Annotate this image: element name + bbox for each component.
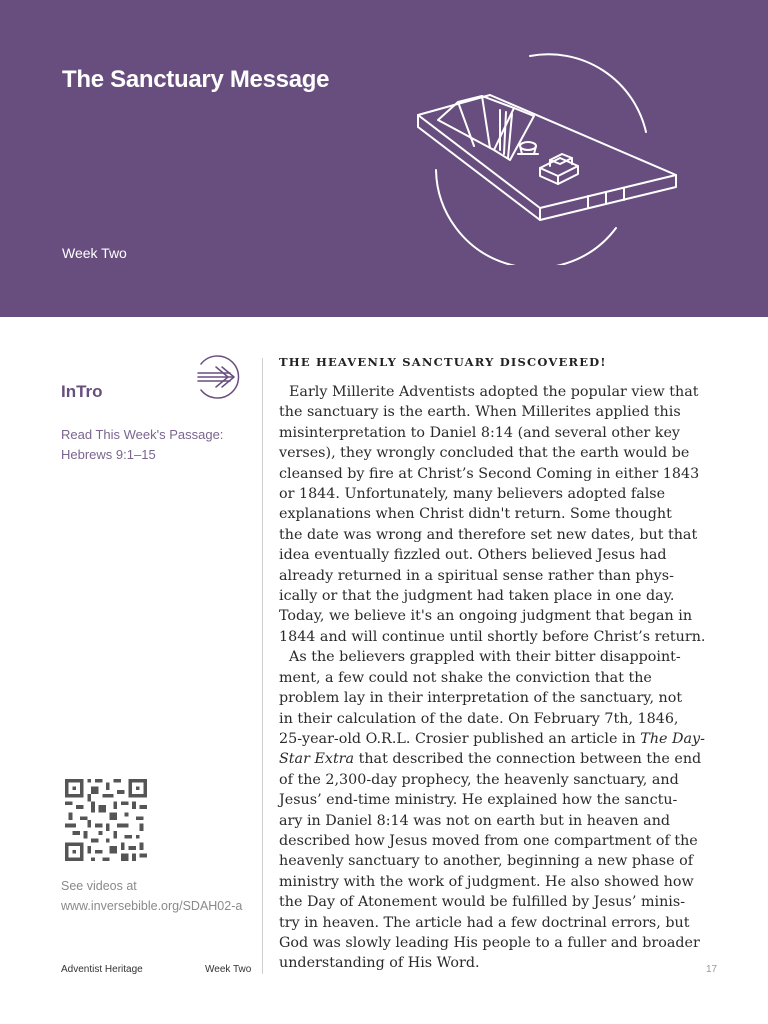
article-body xyxy=(279,382,706,974)
videos-url-link[interactable]: www.inversebible.org/SDAH02-a xyxy=(61,899,243,913)
article-heading: THE HEAVENLY SANCTUARY DISCOVERED! xyxy=(279,355,607,369)
passage-label: Read This Week's Passage: xyxy=(61,427,224,442)
article-line: of the 2,300-day prophecy, the heavenly sanctuary, and xyxy=(279,771,679,788)
section-label: InTro xyxy=(61,382,103,401)
publication-title: The Day- xyxy=(640,730,705,747)
article-line: the sanctuary is the earth. When Millerites applied this xyxy=(279,404,681,421)
article-line: 1844 and will continue until shortly before Christ’s return. xyxy=(279,628,706,645)
article-line: try in heaven. The article had a few doctrinal errors, but xyxy=(279,914,690,931)
article-line: 25-year-old O.R.L. Crosier published an article in The Day- xyxy=(279,730,705,747)
article-paragraph-2 xyxy=(279,647,683,729)
page-number: 17 xyxy=(706,964,718,975)
article-line: heavenly sanctuary to another, beginning a new phase of xyxy=(279,853,694,870)
column-divider xyxy=(262,358,263,974)
videos-label: See videos at xyxy=(61,879,137,893)
article-line: ministry with the work of judgment. He also showed how xyxy=(279,873,694,890)
week-label: Week Two xyxy=(62,245,127,261)
article-line: ically or that the judgment had taken place in one day. xyxy=(279,588,675,605)
article-paragraph-1 xyxy=(279,382,706,647)
passage-reference: Hebrews 9:1–15 xyxy=(61,447,156,462)
article-line: idea eventually fizzled out. Others believed Jesus had xyxy=(279,547,667,564)
page-title: The Sanctuary Message xyxy=(62,66,330,93)
article-line: already returned in a spiritual sense rather than phys- xyxy=(279,567,674,584)
publication-title: Star Extra xyxy=(279,751,355,768)
article-line: cleansed by fire at Christ’s Second Coming in either 1843 xyxy=(279,465,700,482)
article-line: problem lay in their interpretation of the sanctuary, not xyxy=(279,690,683,707)
article-paragraph-2-cont xyxy=(279,770,700,974)
article-line: Early Millerite Adventists adopted the popular view that xyxy=(289,384,699,400)
article-line: Today, we believe it's an ongoing judgment that began in xyxy=(279,608,693,625)
article-line: ary in Daniel 8:14 was not on earth but in heaven and xyxy=(279,812,671,829)
sanctuary-model-icon xyxy=(410,50,680,265)
article-line: As the believers grappled with their bitter disappoint- xyxy=(289,649,681,666)
article-line: explanations when Christ didn't return. Some thought xyxy=(279,506,672,523)
article-line: in their calculation of the date. On February 7th, 1846, xyxy=(279,710,679,727)
article-line: the date was wrong and therefore set new dates, but that xyxy=(279,526,698,543)
footer-publication: Adventist Heritage xyxy=(61,964,143,975)
article-line: described how Jesus moved from one compartment of the xyxy=(279,832,698,849)
article-line: or 1844. Unfortunately, many believers adopted false xyxy=(279,486,666,503)
article-line: understanding of His Word. xyxy=(279,955,480,972)
article-line: the Day of Atonement would be fulfilled by Jesus’ minis- xyxy=(279,894,686,911)
article-line: Jesus’ end-time ministry. He explained how the sanctu- xyxy=(279,792,678,809)
article-line: verses), they wrongly concluded that the earth would be xyxy=(279,445,690,462)
arrow-right-icon xyxy=(196,355,246,399)
qr-code-icon xyxy=(62,779,150,861)
article-line: misinterpretation to Daniel 8:14 (and several other key xyxy=(279,424,680,441)
article-line: ment, a few could not shake the conviction that the xyxy=(279,669,652,686)
footer-week: Week Two xyxy=(205,964,252,975)
article-line: God was slowly leading His people to a fuller and broader xyxy=(279,934,700,951)
article-line: Star Extra that described the connection between the end xyxy=(279,751,702,768)
header-banner xyxy=(0,0,768,317)
